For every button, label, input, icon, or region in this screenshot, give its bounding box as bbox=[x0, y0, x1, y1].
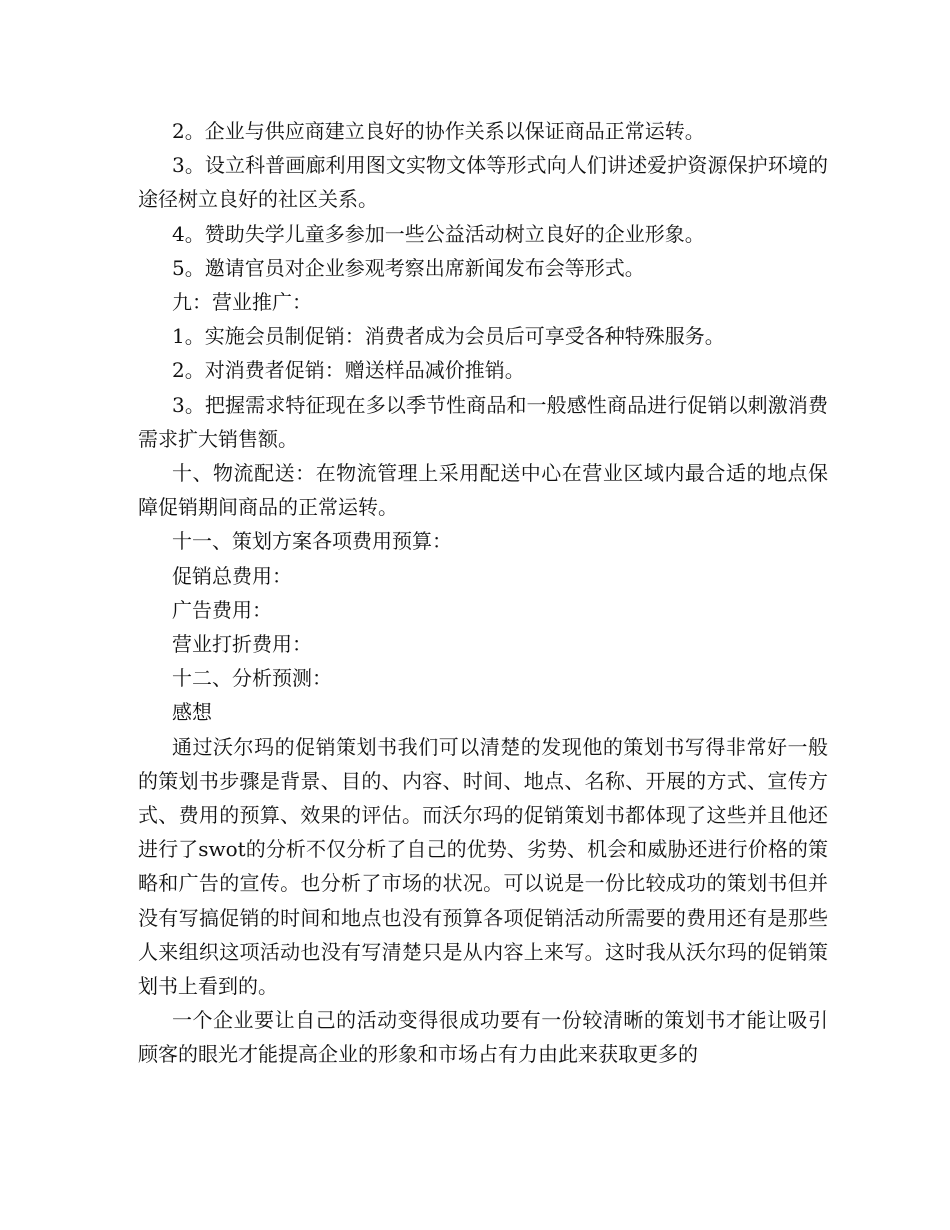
section-heading-analysis: 十二、分析预测： bbox=[172, 666, 332, 691]
paragraph-item-science-gallery: 3。设立科普画廊利用图文实物文体等形式向人们讲述爱护资源保护环境的途径树立良好的社区关系。 bbox=[138, 153, 828, 212]
paragraph-item-demand-characteristics: 3。把握需求特征现在多以季节性商品和一般感性商品进行促销以刺激消费需求扩大销售额。 bbox=[138, 392, 828, 451]
paragraph-item-membership: 1。实施会员制促销：消费者成为会员后可享受各种特殊服务。 bbox=[172, 324, 725, 349]
paragraph-reflection-body: 通过沃尔玛的促销策划书我们可以清楚的发现他的策划书写得非常好一般的策划书步骤是背景、目的、内容、时间、地点、名称、开展的方式、宣传方式、费用的预算、效果的评估。而沃尔玛的促销策划书都体现了这些并且他还进行了swot的分析不仅分析了自己的优势、劣势、机会和威胁还进行价格的策略和广告的宣传。也分析了市场的状况。可以说是一份比较成功的策划书但并没有写搞促销的时间和地点也没有预算各项促销活动所需要的费用还有是那些人来组织这项活动也没有写清楚只是从内容上来写。这时我从沃尔玛的促销策划书上看到的。 bbox=[138, 734, 828, 999]
budget-line-total-promotion: 促销总费用： bbox=[172, 563, 292, 588]
document-body bbox=[138, 114, 828, 1072]
paragraph-conclusion: 一个企业要让自己的活动变得很成功要有一份较清晰的策划书才能让吸引顾客的眼光才能提高企业的形象和市场占有力由此来获取更多的 bbox=[138, 1008, 828, 1067]
paragraph-item-supplier-relations: 2。企业与供应商建立良好的协作关系以保证商品正常运转。 bbox=[172, 119, 705, 143]
budget-line-discount: 营业打折费用： bbox=[172, 632, 312, 657]
section-heading-sales-promotion: 九：营业推广： bbox=[172, 290, 312, 315]
section-logistics: 十、物流配送：在物流管理上采用配送中心在营业区域内最合适的地点保障促销期间商品的正常运转。 bbox=[138, 461, 828, 520]
paragraph-item-sponsorship: 4。赞助失学儿童多参加一些公益活动树立良好的企业形象。 bbox=[172, 221, 705, 246]
section-heading-budget: 十一、策划方案各项费用预算： bbox=[172, 529, 452, 554]
paragraph-item-consumer-promotion: 2。对消费者促销：赠送样品减价推销。 bbox=[172, 358, 525, 383]
budget-line-advertising: 广告费用： bbox=[172, 597, 272, 622]
paragraph-item-official-visit: 5。邀请官员对企业参观考察出席新闻发布会等形式。 bbox=[172, 255, 645, 280]
section-heading-reflection: 感想 bbox=[172, 700, 212, 725]
